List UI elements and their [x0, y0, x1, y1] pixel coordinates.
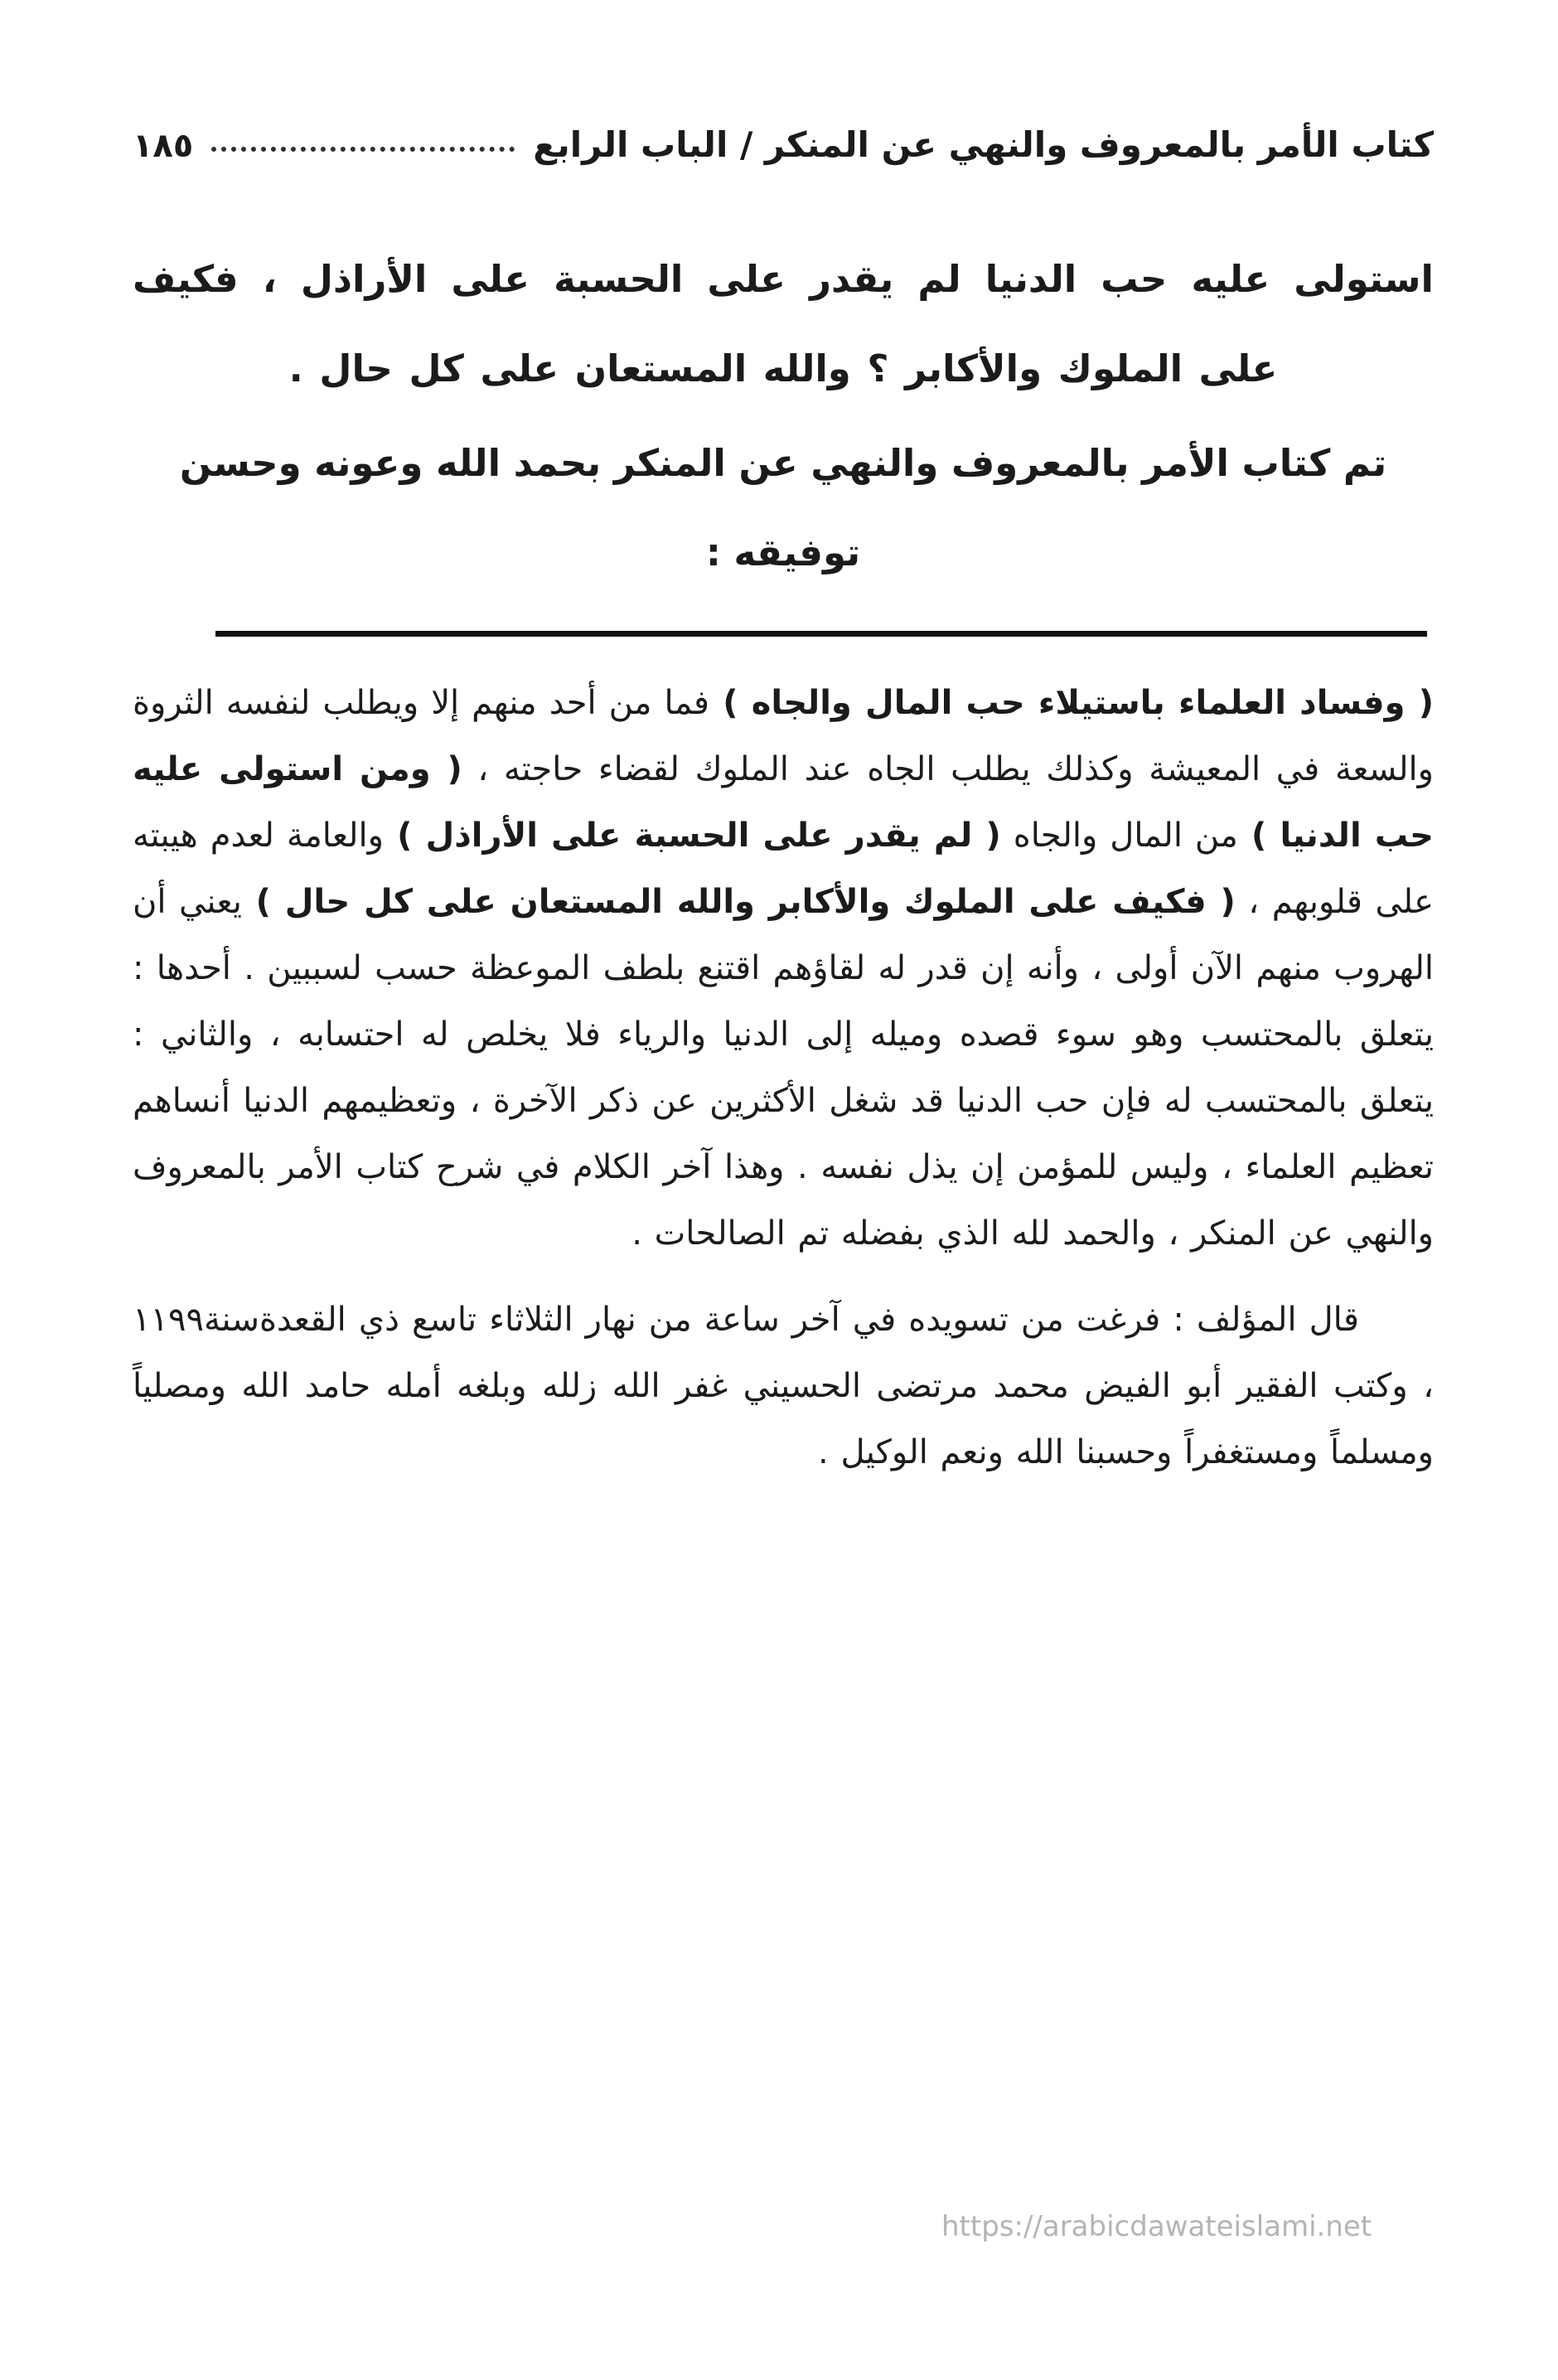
watermark-url: https://arabicdawateislami.net	[941, 2210, 1372, 2243]
running-header	[133, 124, 1434, 165]
colophon-paragraph: قال المؤلف : فرغت من تسويده في آخر ساعة من نهار الثلاثاء تاسع ذي القعدةسنة١١٩٩ ، وكتب الفقير أبو الفيض محمد مرتضى الحسيني غفر الله زلله وبلغه أمله حامد الله ومصلياً ومسلماً ومستغفراً وحسبنا الله ونعم الوكيل .	[133, 1301, 1434, 1471]
running-title: كتاب الأمر بالمعروف والنهي عن المنكر / الباب الرابع	[533, 124, 1434, 165]
separator-rule	[215, 631, 1427, 637]
matn-closing-line: تم كتاب الأمر بالمعروف والنهي عن المنكر بحمد الله وعونه وحسن توفيقه :	[179, 441, 1387, 574]
commentary-paragraph: ( وفساد العلماء باستيلاء حب المال والجاه ) فما من أحد منهم إلا ويطلب لنفسه الثروة والسعة في المعيشة وكذلك يطلب الجاه عند الملوك لقضاء حاجته ، ( ومن استولى عليه حب الدنيا ) من المال والجاه ( لم يقدر على الحسبة على الأراذل ) والعامة لعدم هيبته على قلوبهم ، ( فكيف على الملوك والأكابر والله المستعان على كل حال ) يعني أن الهروب منهم الآن أولى ، وأنه إن قدر له لقاؤهم اقتنع بلطف الموعظة حسب لسببين . أحدها : يتعلق بالمحتسب وهو سوء قصده وميله إلى الدنيا والرياء فلا يخلص له احتسابه ، والثاني : يتعلق بالمحتسب له فإن حب الدنيا قد شغل الأكثرين عن ذكر الآخرة ، وتعظيمهم الدنيا أنساهم تعظيم العلماء ، وليس للمؤمن إن يذل نفسه . وهذا آخر الكلام في شرح كتاب الأمر بالمعروف والنهي عن المنكر ، والحمد لله الذي بفضله تم الصالحات .	[133, 684, 1435, 1253]
page-number: ١٨٥	[133, 127, 194, 165]
matn-paragraph: استولى عليه حب الدنيا لم يقدر على الحسبة على الأراذل ، فكيف على الملوك والأكابر ؟ والله المستعان على كل حال .	[133, 257, 1434, 390]
commentary-section	[133, 670, 1434, 1486]
dotted-leader	[211, 147, 515, 152]
matn-section	[133, 235, 1434, 598]
